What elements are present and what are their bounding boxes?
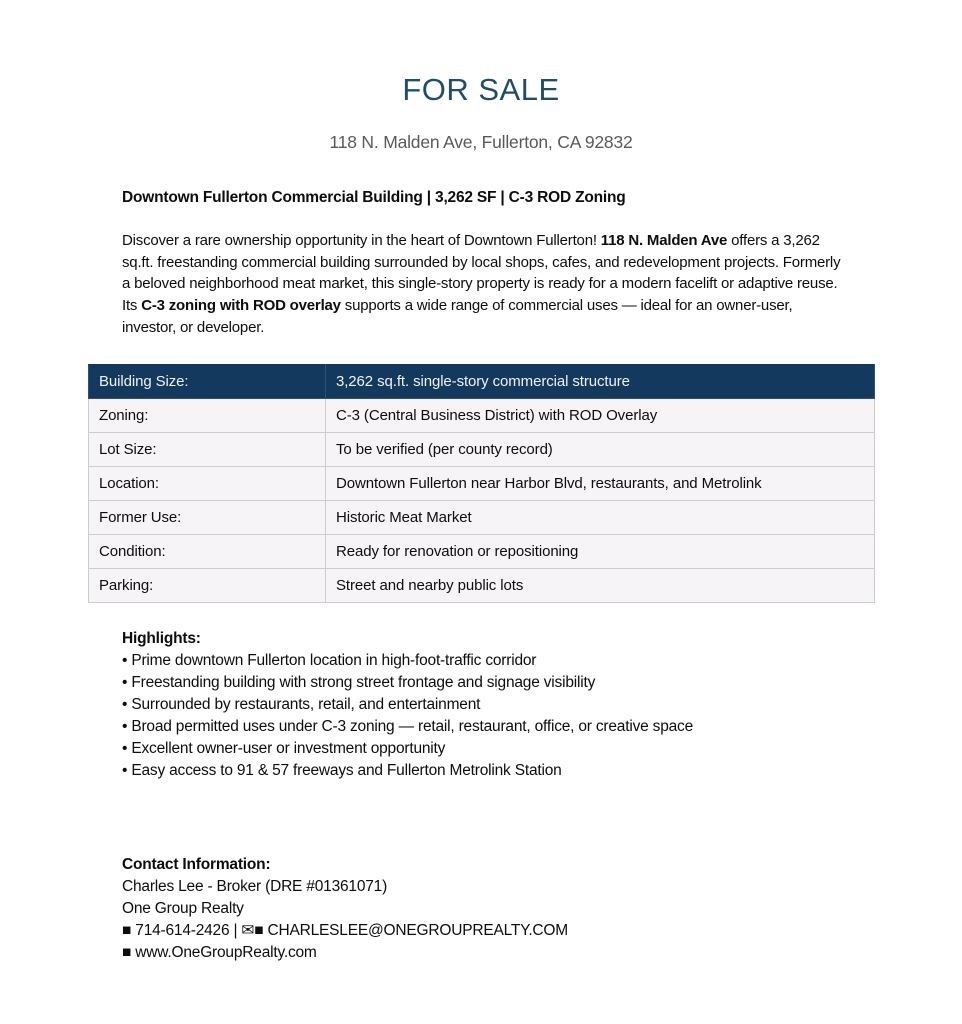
intro-text-2: offers a 3,262 sq.ft. freestanding commercial building surrounded by local shops, cafes, and redevelopment projects. Formerly a beloved neighborhood meat market, this single-story property is ready for a modern facelift or adaptive reuse. Its <box>122 232 841 315</box>
table-row-condition <box>89 534 875 568</box>
contact-section <box>122 854 848 964</box>
highlights-heading: Highlights: <box>122 629 201 647</box>
row-label: Zoning: <box>89 398 326 432</box>
table-row-former-use <box>89 500 875 534</box>
table-row-lot-size <box>89 432 875 466</box>
highlights-section <box>122 628 848 782</box>
row-value: To be verified (per county record) <box>326 432 875 466</box>
contact-company: One Group Realty <box>122 899 244 917</box>
row-value: 3,262 sq.ft. single-story commercial structure <box>326 364 875 398</box>
contact-website: ■ www.OneGroupRealty.com <box>122 943 317 961</box>
listing-headline: Downtown Fullerton Commercial Building | 3,262 SF | C-3 ROD Zoning <box>122 189 626 206</box>
highlight-item: • Broad permitted uses under C-3 zoning — retail, restaurant, office, or creative space <box>122 717 694 735</box>
intro-text-3: supports a wide range of commercial uses — ideal for an owner-user, investor, or developer. <box>122 297 793 336</box>
row-value: Ready for renovation or repositioning <box>326 534 875 568</box>
property-details-table <box>88 364 875 603</box>
highlight-item: • Freestanding building with strong street frontage and signage visibility <box>122 673 596 691</box>
page-title: FOR SALE <box>402 72 560 107</box>
row-label: Condition: <box>89 534 326 568</box>
table-row-building-size <box>89 364 875 398</box>
table-row-zoning <box>89 398 875 432</box>
highlight-item: • Surrounded by restaurants, retail, and entertainment <box>122 695 481 713</box>
row-value: Street and nearby public lots <box>326 568 875 602</box>
intro-paragraph <box>122 230 848 339</box>
highlight-item: • Prime downtown Fullerton location in high-foot-traffic corridor <box>122 651 537 669</box>
intro-bold-zoning: C-3 zoning with ROD overlay <box>141 297 341 315</box>
row-value: Historic Meat Market <box>326 500 875 534</box>
row-label: Parking: <box>89 568 326 602</box>
table-row-parking <box>89 568 875 602</box>
intro-text-1: Discover a rare ownership opportunity in the heart of Downtown Fullerton! <box>122 232 601 249</box>
row-value: Downtown Fullerton near Harbor Blvd, restaurants, and Metrolink <box>326 466 875 500</box>
contact-phone-email: ■ 714-614-2426 | ✉■ CHARLESLEE@ONEGROUPREALTY.COM <box>122 921 568 939</box>
intro-bold-address: 118 N. Malden Ave <box>600 232 728 249</box>
contact-broker: Charles Lee - Broker (DRE #01361071) <box>122 877 388 895</box>
contact-heading: Contact Information: <box>122 855 271 873</box>
highlight-item: • Easy access to 91 & 57 freeways and Fullerton Metrolink Station <box>122 761 562 779</box>
row-label: Lot Size: <box>89 432 326 466</box>
row-label: Former Use: <box>89 500 326 534</box>
row-label: Building Size: <box>89 364 326 398</box>
body-content <box>122 187 848 339</box>
row-label: Location: <box>89 466 326 500</box>
property-address: 118 N. Malden Ave, Fullerton, CA 92832 <box>329 132 633 152</box>
row-value: C-3 (Central Business District) with ROD Overlay <box>326 398 875 432</box>
table-row-location <box>89 466 875 500</box>
highlight-item: • Excellent owner-user or investment opportunity <box>122 739 446 757</box>
